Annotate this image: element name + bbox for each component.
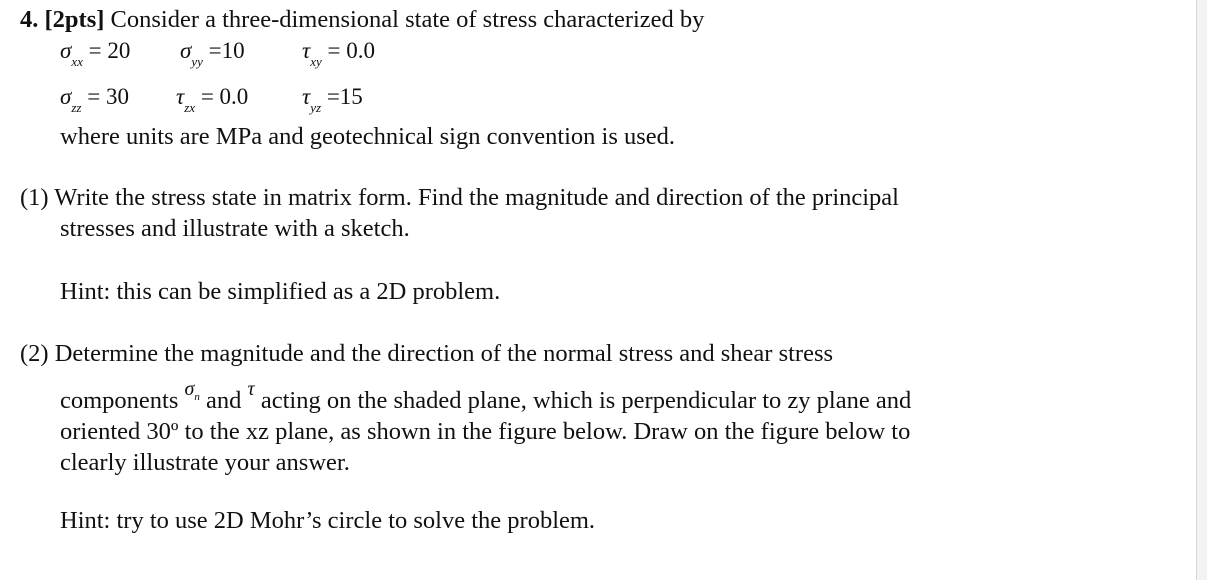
- stress-tau-yz: $\tau_{yz} =15$: [302, 84, 363, 115]
- problem-points: [2pts]: [44, 6, 105, 33]
- stress-sigma-yy: $\sigma_{yy} =10$: [180, 38, 245, 69]
- part2-line3: oriented 30º to the xz plane, as shown in the figure below. Draw on the figure below to: [60, 418, 911, 445]
- sigma-n-symbol: σn: [184, 378, 200, 403]
- units-note: where units are MPa and geotechnical sign convention is used.: [60, 123, 676, 150]
- part2-line2: components $^{\sigma_n}$ and $^\tau$ acting on the shaded plane, which is perpendicular to zy plane and: [60, 378, 912, 414]
- problem-intro: Consider a three-dimensional state of stress characterized by: [110, 6, 705, 33]
- part2-hint: Hint: try to use 2D Mohr’s circle to solve the problem.: [60, 507, 596, 534]
- stress-tau-zx: $\tau_{zx} = 0.0$: [176, 84, 249, 115]
- page-scroll-edge: [1196, 0, 1207, 580]
- stress-tau-xy: $\tau_{xy} = 0.0$: [302, 38, 376, 69]
- tau-symbol: τ: [247, 378, 255, 400]
- part1-line2: stresses and illustrate with a sketch.: [60, 215, 410, 242]
- part2-line1: (2) Determine the magnitude and the direction of the normal stress and shear stress: [20, 340, 834, 367]
- part1-label: (1): [20, 184, 49, 211]
- stress-sigma-zz: $\sigma_{zz} = 30$: [60, 84, 129, 115]
- part2-line4: clearly illustrate your answer.: [60, 449, 350, 476]
- problem-number: 4.: [20, 6, 39, 33]
- part2-label: (2): [20, 340, 49, 367]
- part1-line1: (1) Write the stress state in matrix form. Find the magnitude and direction of the principal: [20, 184, 899, 211]
- stress-sigma-xx: $\sigma_{xx} = 20$: [60, 38, 131, 69]
- part1-hint: Hint: this can be simplified as a 2D problem.: [60, 278, 501, 305]
- problem-heading: [20, 6, 704, 34]
